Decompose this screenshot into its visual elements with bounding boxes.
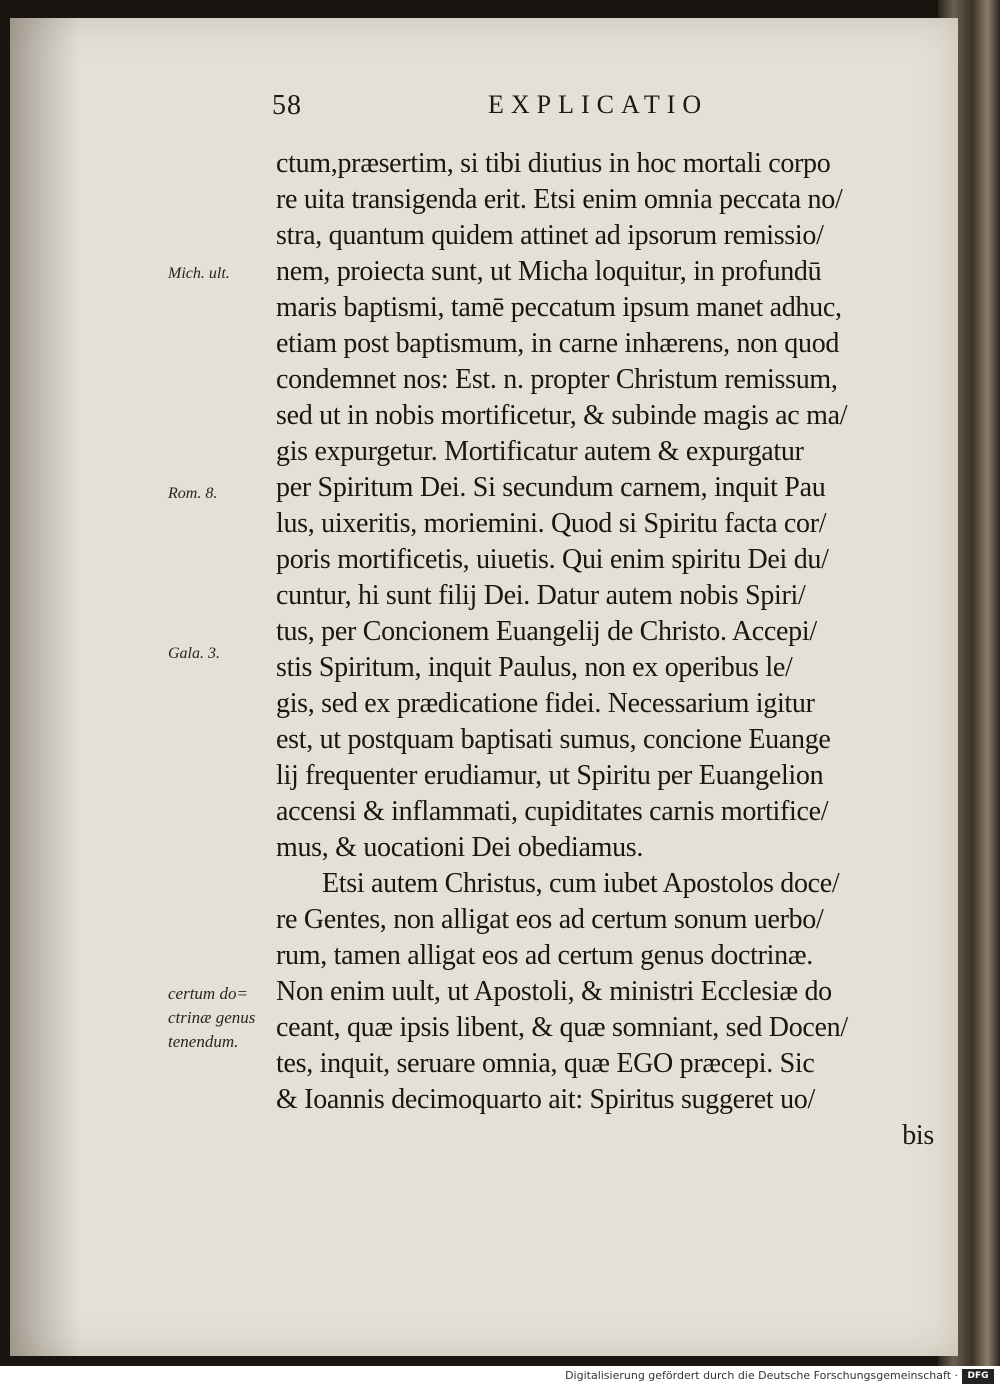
dfg-logo: DFG (962, 1369, 994, 1384)
page-number: 58 (272, 90, 302, 121)
text-line: cuntur, hi sunt filij Dei. Datur autem nobis Spiri/ (276, 580, 806, 611)
marginal-note-line: tenendum. (168, 1032, 239, 1051)
running-title: EXPLICATIO (488, 90, 709, 119)
footer-credit: Digitalisierung gefördert durch die Deutsche Forschungsgemeinschaft · (565, 1369, 958, 1382)
text-line: ceant, quæ ipsis libent, & quæ somniant, sed Docen/ (276, 1012, 848, 1043)
text-line: tus, per Concionem Euangelij de Christo. Accepi/ (276, 616, 817, 647)
marginal-note-micha: Mich. ult. (168, 265, 230, 282)
marginal-note-certum (168, 982, 272, 1054)
text-line: lus, uixeritis, moriemini. Quod si Spiritu facta cor/ (276, 508, 827, 539)
marginal-note-gala: Gala. 3. (168, 645, 220, 662)
gutter-shadow (10, 18, 80, 1356)
text-line: re Gentes, non alligat eos ad certum sonum uerbo/ (276, 904, 824, 935)
text-line: Etsi autem Christus, cum iubet Apostolos doce/ (322, 868, 840, 899)
text-line: poris mortificetis, uiuetis. Qui enim spiritu Dei du/ (276, 544, 829, 575)
catchword: bis (902, 1120, 934, 1151)
text-line: etiam post baptismum, in carne inhærens, non quod (276, 328, 840, 359)
text-line: condemnet nos: Est. n. propter Christum remissum, (276, 364, 838, 395)
text-line: ctum,præsertim, si tibi diutius in hoc mortali corpo (276, 148, 831, 179)
text-line: est, ut postquam baptisati sumus, concione Euange (276, 724, 831, 755)
text-line: mus, & uocationi Dei obediamus. (276, 832, 644, 863)
text-line: stis Spiritum, inquit Paulus, non ex operibus le/ (276, 652, 793, 683)
running-head (10, 90, 958, 130)
text-line: sed ut in nobis mortificetur, & subinde magis ac ma/ (276, 400, 848, 431)
text-line: maris baptismi, tamē peccatum ipsum manet adhuc, (276, 292, 842, 323)
body-text (276, 146, 940, 1154)
marginal-note-line: certum do= (168, 984, 248, 1003)
text-line: rum, tamen alligat eos ad certum genus doctrinæ. (276, 940, 813, 971)
text-line: accensi & inflammati, cupiditates carnis mortifice/ (276, 796, 829, 827)
text-line: gis expurgetur. Mortificatur autem & expurgatur (276, 436, 804, 467)
text-line: stra, quantum quidem attinet ad ipsorum remissio/ (276, 220, 824, 251)
footer-bar (0, 1366, 1000, 1388)
text-line: Non enim uult, ut Apostoli, & ministri Ecclesiæ do (276, 976, 832, 1007)
marginal-note-rom: Rom. 8. (168, 485, 218, 502)
text-line: lij frequenter erudiamur, ut Spiritu per Euangelion (276, 760, 824, 791)
book-page (10, 18, 958, 1356)
text-line: re uita transigenda erit. Etsi enim omnia peccata no/ (276, 184, 843, 215)
text-line: & Ioannis decimoquarto ait: Spiritus suggeret uo/ (276, 1084, 815, 1115)
marginal-note-line: ctrinæ genus (168, 1008, 256, 1027)
text-line: tes, inquit, seruare omnia, quæ EGO præcepi. Sic (276, 1048, 815, 1079)
text-line: nem, proiecta sunt, ut Micha loquitur, in profundū (276, 256, 822, 287)
text-line: per Spiritum Dei. Si secundum carnem, inquit Pau (276, 472, 826, 503)
text-line: gis, sed ex prædicatione fidei. Necessarium igitur (276, 688, 815, 719)
